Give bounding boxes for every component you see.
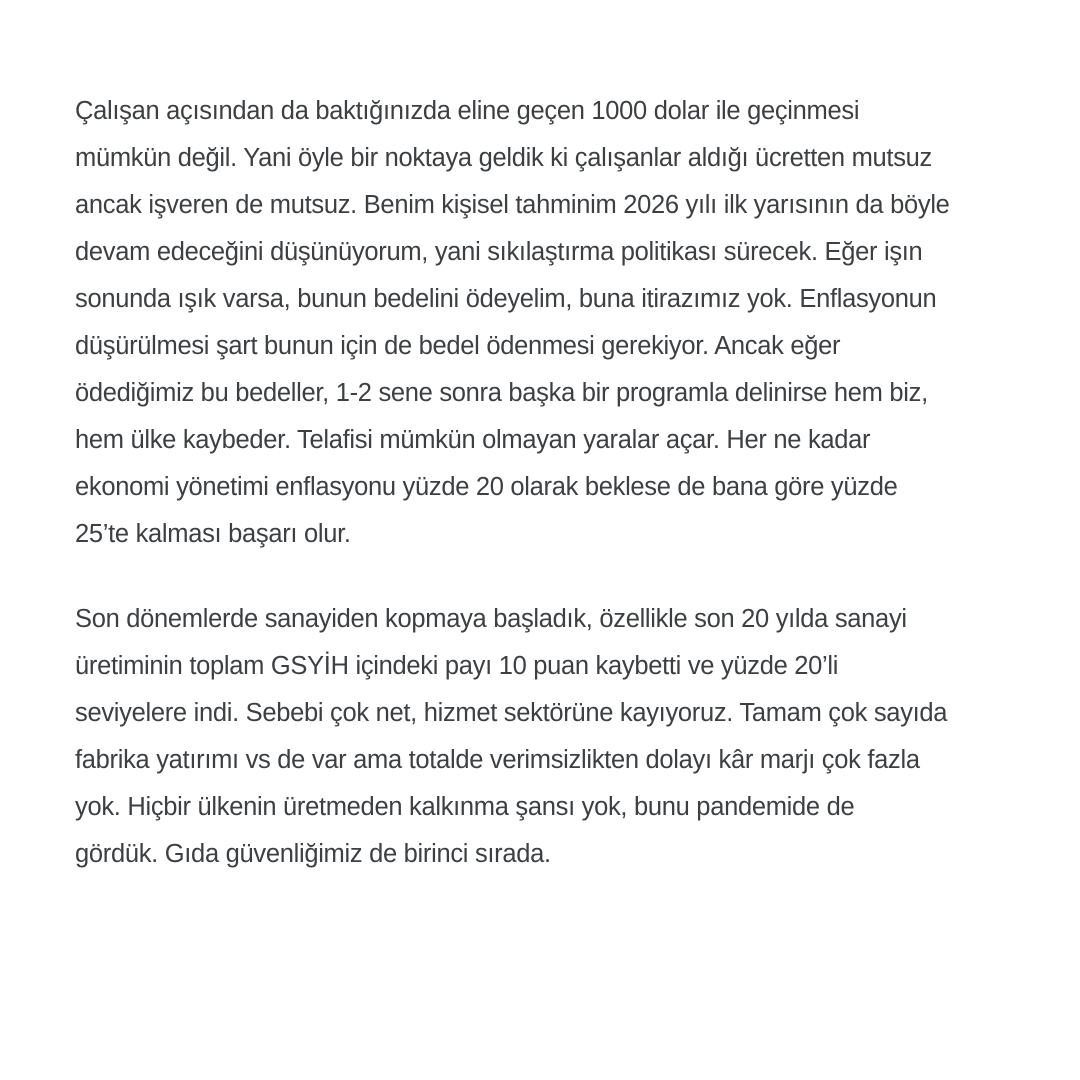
text-line: ödediğimiz bu bedeller, 1-2 sene sonra başka bir programla delinirse hem biz, bbox=[75, 379, 928, 407]
text-line: hem ülke kaybeder. Telafisi mümkün olmayan yaralar açar. Her ne kadar bbox=[75, 426, 871, 454]
paragraph-1 bbox=[75, 88, 1040, 558]
text-line: Çalışan açısından da baktığınızda eline geçen 1000 dolar ile geçinmesi bbox=[75, 97, 860, 125]
text-line: sonunda ışık varsa, bunun bedelini ödeyelim, buna itirazımız yok. Enflasyonun bbox=[75, 285, 937, 313]
paragraph-2 bbox=[75, 596, 1040, 878]
text-line: düşürülmesi şart bunun için de bedel ödenmesi gerekiyor. Ancak eğer bbox=[75, 332, 841, 360]
text-line: 25’te kalması başarı olur. bbox=[75, 520, 351, 548]
text-line: fabrika yatırımı vs de var ama totalde verimsizlikten dolayı kâr marjı çok fazla bbox=[75, 746, 920, 774]
text-line: ekonomi yönetimi enflasyonu yüzde 20 olarak beklese de bana göre yüzde bbox=[75, 473, 898, 501]
text-line: seviyelere indi. Sebebi çok net, hizmet sektörüne kayıyoruz. Tamam çok sayıda bbox=[75, 699, 948, 727]
text-line: ancak işveren de mutsuz. Benim kişisel tahminim 2026 yılı ilk yarısının da böyle bbox=[75, 191, 950, 219]
text-line: üretiminin toplam GSYİH içindeki payı 10 puan kaybetti ve yüzde 20’li bbox=[75, 652, 839, 680]
text-line: mümkün değil. Yani öyle bir noktaya geldik ki çalışanlar aldığı ücretten mutsuz bbox=[75, 144, 932, 172]
text-line: devam edeceğini düşünüyorum, yani sıkılaştırma politikası sürecek. Eğer işın bbox=[75, 238, 923, 266]
text-line: gördük. Gıda güvenliğimiz de birinci sırada. bbox=[75, 840, 551, 868]
text-line: Son dönemlerde sanayiden kopmaya başladık, özellikle son 20 yılda sanayi bbox=[75, 605, 907, 633]
text-line: yok. Hiçbir ülkenin üretmeden kalkınma şansı yok, bunu pandemide de bbox=[75, 793, 855, 821]
